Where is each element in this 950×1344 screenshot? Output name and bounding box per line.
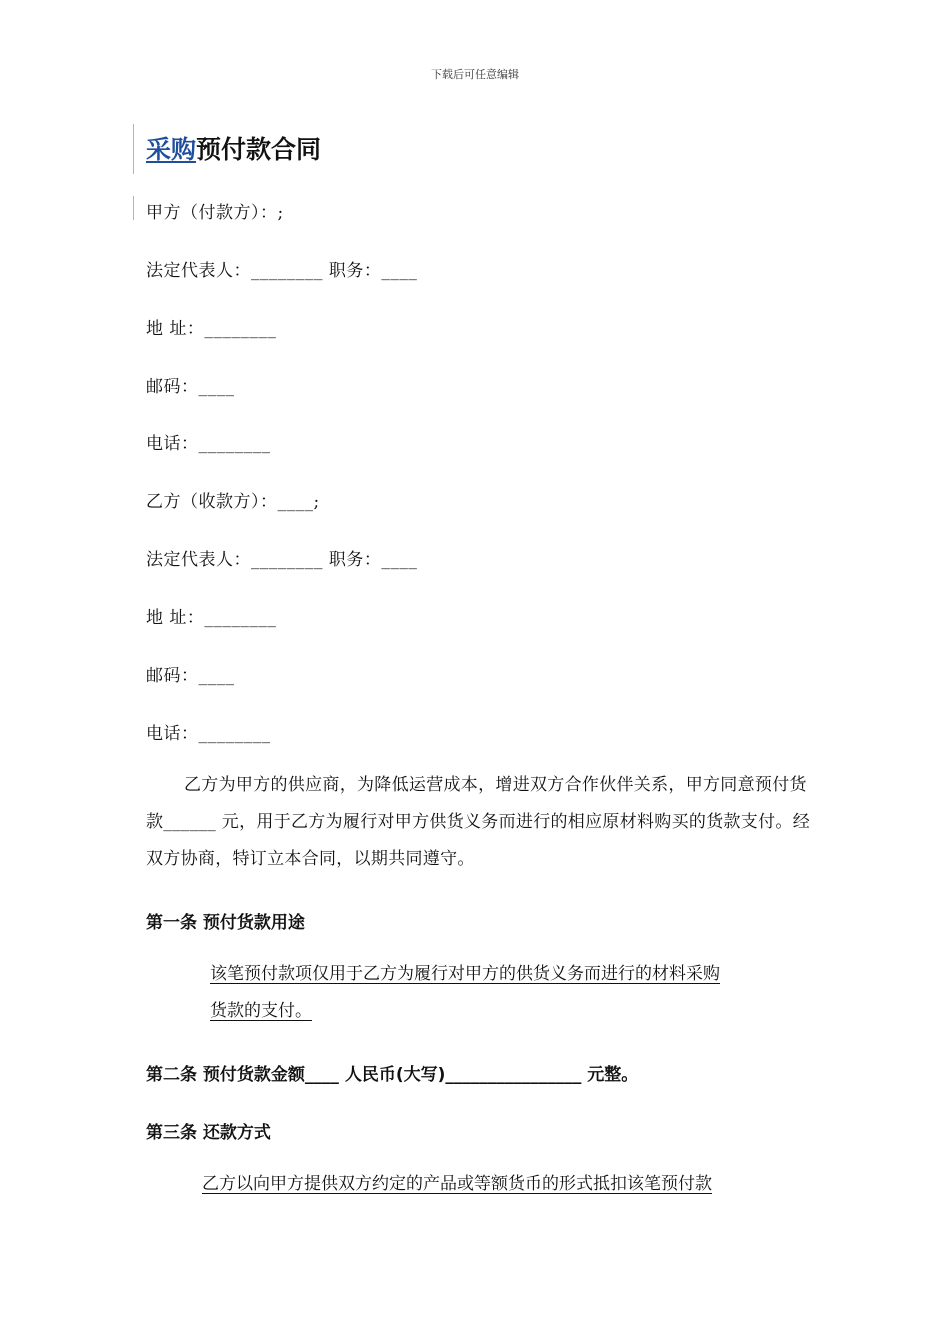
article-1-line-2: 货款的支付。 [210, 1001, 312, 1021]
article-2-heading: 第二条 预付货款金额____ 人民币(大写)________________ 元整。 [146, 1065, 639, 1085]
party-b-zip: 邮码：____ [146, 666, 235, 686]
page-header-note: 下载后可任意编辑 [431, 68, 519, 81]
party-b-phone: 电话：________ [146, 724, 271, 744]
margin-marker-party-a [133, 196, 134, 220]
party-a-name: 甲方（付款方）：; [146, 203, 284, 223]
party-a-phone: 电话：________ [146, 434, 271, 454]
party-b-address: 地 址：________ [146, 608, 277, 628]
article-1-line-1: 该笔预付款项仅用于乙方为履行对甲方的供货义务而进行的材料采购 [210, 964, 720, 984]
title-text: 预付款合同 [196, 135, 322, 164]
title-link-text[interactable]: 采购 [146, 135, 197, 164]
article-3-heading: 第三条 还款方式 [146, 1123, 271, 1143]
margin-marker-title [133, 124, 134, 174]
party-b-name: 乙方（收款方）：____; [146, 492, 320, 512]
article-1-heading: 第一条 预付货款用途 [146, 913, 305, 933]
party-b-representative: 法定代表人：________ 职务：____ [146, 550, 418, 570]
party-a-address: 地 址：________ [146, 319, 277, 339]
article-3-line-1: 乙方以向甲方提供双方约定的产品或等额货币的形式抵扣该笔预付款 [202, 1174, 712, 1194]
party-a-representative: 法定代表人：________ 职务：____ [146, 261, 418, 281]
intro-paragraph: 乙方为甲方的供应商，为降低运营成本，增进双方合作伙伴关系，甲方同意预付货款______ 元，用于乙方为履行对甲方供货义务而进行的相应原材料购买的货款支付。经双方协商，特订立本合同，以期共同遵守。 [146, 775, 811, 869]
party-a-zip: 邮码：____ [146, 377, 235, 397]
document-title [146, 130, 321, 166]
